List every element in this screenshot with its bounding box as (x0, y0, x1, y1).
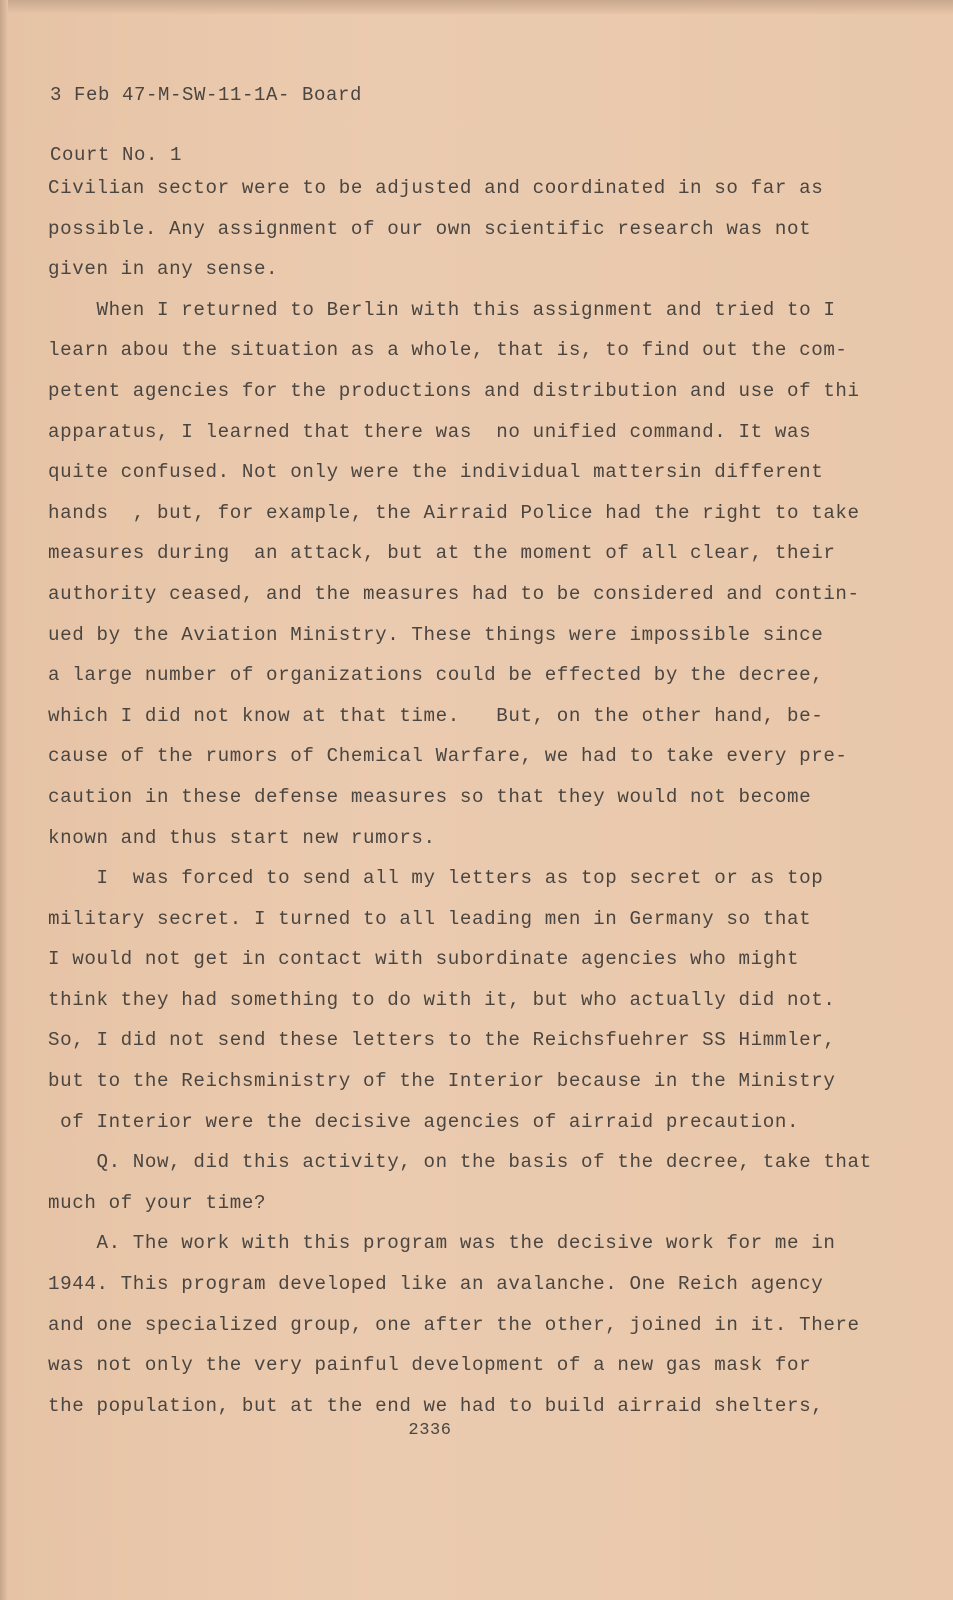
body-line: but to the Reichsministry of the Interior because in the Ministry (48, 1070, 836, 1093)
paper-left-edge (0, 0, 8, 1600)
body-line: military secret. I turned to all leading men in Germany so that (48, 907, 812, 930)
body-line: known and thus start new rumors. (48, 826, 436, 849)
body-line: think they had something to do with it, but who actually did not. (48, 988, 836, 1011)
body-line: possible. Any assignment of our own scientific research was not (48, 217, 812, 240)
body-line: learn abou the situation as a whole, that is, to find out the com- (48, 339, 848, 362)
body-line: of Interior were the decisive agencies of airraid precaution. (48, 1110, 800, 1133)
body-line: caution in these defense measures so that they would not become (48, 785, 812, 808)
body-line: I was forced to send all my letters as top secret or as top (48, 867, 824, 890)
body-line: measures during an attack, but at the moment of all clear, their (48, 542, 836, 565)
body-line: Q. Now, did this activity, on the basis of the decree, take that (48, 1151, 872, 1174)
body-line: ued by the Aviation Ministry. These things were impossible since (48, 623, 824, 646)
transcript-body (48, 168, 872, 1426)
body-line: hands , but, for example, the Airraid Police had the right to take (48, 501, 860, 524)
body-line: So, I did not send these letters to the Reichsfuehrer SS Himmler, (48, 1029, 836, 1052)
body-line: 1944. This program developed like an avalanche. One Reich agency (48, 1273, 824, 1296)
paper-top-edge (0, 0, 953, 14)
header-reference: 3 Feb 47-M-SW-11-1A- Board (50, 84, 363, 106)
body-line: was not only the very painful development of a new gas mask for (48, 1354, 812, 1377)
body-line: A. The work with this program was the decisive work for me in (48, 1232, 836, 1255)
body-line: When I returned to Berlin with this assignment and tried to I (48, 298, 836, 321)
body-line: I would not get in contact with subordinate agencies who might (48, 948, 800, 971)
body-line: given in any sense. (48, 258, 279, 281)
body-line: apparatus, I learned that there was no unified command. It was (48, 420, 812, 443)
body-line: the population, but at the end we had to build airraid shelters, (48, 1394, 824, 1417)
body-line: Civilian sector were to be adjusted and coordinated in so far as (48, 177, 824, 199)
body-line: petent agencies for the productions and distribution and use of thi (48, 379, 860, 402)
body-line: and one specialized group, one after the other, joined in it. There (48, 1313, 860, 1336)
body-line: cause of the rumors of Chemical Warfare, we had to take every pre- (48, 745, 848, 768)
header-court: Court No. 1 (50, 144, 183, 166)
body-line: which I did not know at that time. But, on the other hand, be- (48, 704, 824, 727)
body-line: much of your time? (48, 1191, 267, 1214)
body-line: a large number of organizations could be effected by the decree, (48, 664, 824, 687)
body-line: authority ceased, and the measures had to be considered and contin- (48, 582, 860, 605)
page-number: 2336 (408, 1421, 452, 1440)
body-line: quite confused. Not only were the individual mattersin different (48, 461, 824, 484)
